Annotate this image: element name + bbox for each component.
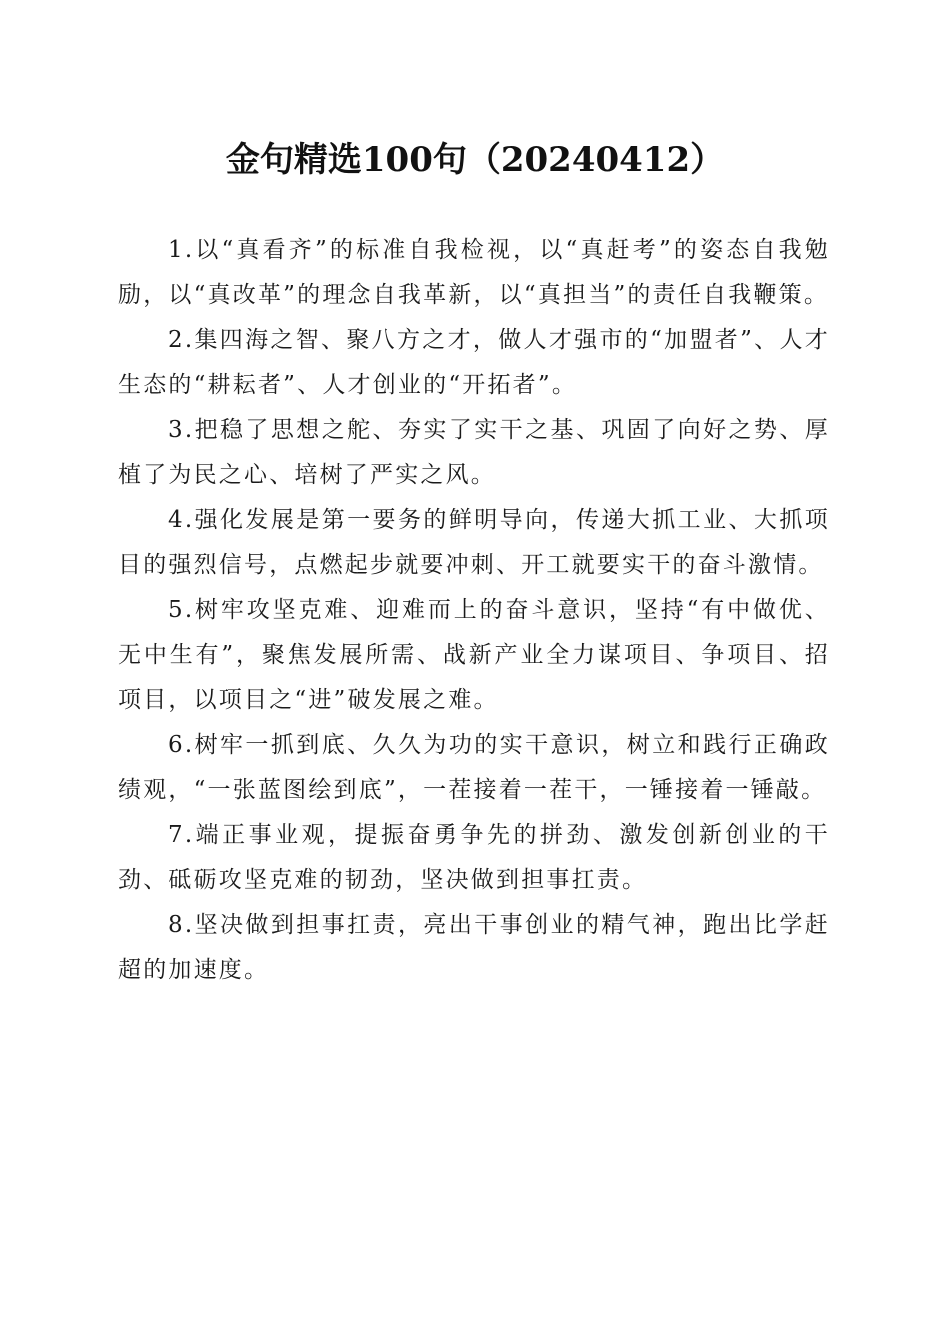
document-body	[118, 228, 830, 993]
quote-paragraph-6: 6.树牢一抓到底、久久为功的实干意识，树立和践行正确政绩观，“一张蓝图绘到底”，一茬接着一茬干，一锤接着一锤敲。	[118, 732, 830, 803]
quote-paragraph-4: 4.强化发展是第一要务的鲜明导向，传递大抓工业、大抓项目的强烈信号，点燃起步就要冲刺、开工就要实干的奋斗激情。	[118, 507, 830, 578]
document-title: 金句精选100句（20240412）	[225, 140, 725, 180]
quote-paragraph-5: 5.树牢攻坚克难、迎难而上的奋斗意识，坚持“有中做优、无中生有”，聚焦发展所需、战新产业全力谋项目、争项目、招项目，以项目之“进”破发展之难。	[118, 597, 830, 713]
quote-paragraph-1: 1.以“真看齐”的标准自我检视，以“真赶考”的姿态自我勉励，以“真改革”的理念自我革新，以“真担当”的责任自我鞭策。	[118, 237, 830, 308]
quote-paragraph-8: 8.坚决做到担事扛责，亮出干事创业的精气神，跑出比学赶超的加速度。	[118, 912, 830, 983]
quote-paragraph-7: 7.端正事业观，提振奋勇争先的拼劲、激发创新创业的干劲、砥砺攻坚克难的韧劲，坚决做到担事扛责。	[118, 822, 830, 893]
quote-paragraph-3: 3.把稳了思想之舵、夯实了实干之基、巩固了向好之势、厚植了为民之心、培树了严实之风。	[118, 417, 830, 488]
quote-paragraph-2: 2.集四海之智、聚八方之才，做人才强市的“加盟者”、人才生态的“耕耘者”、人才创业的“开拓者”。	[118, 327, 830, 398]
